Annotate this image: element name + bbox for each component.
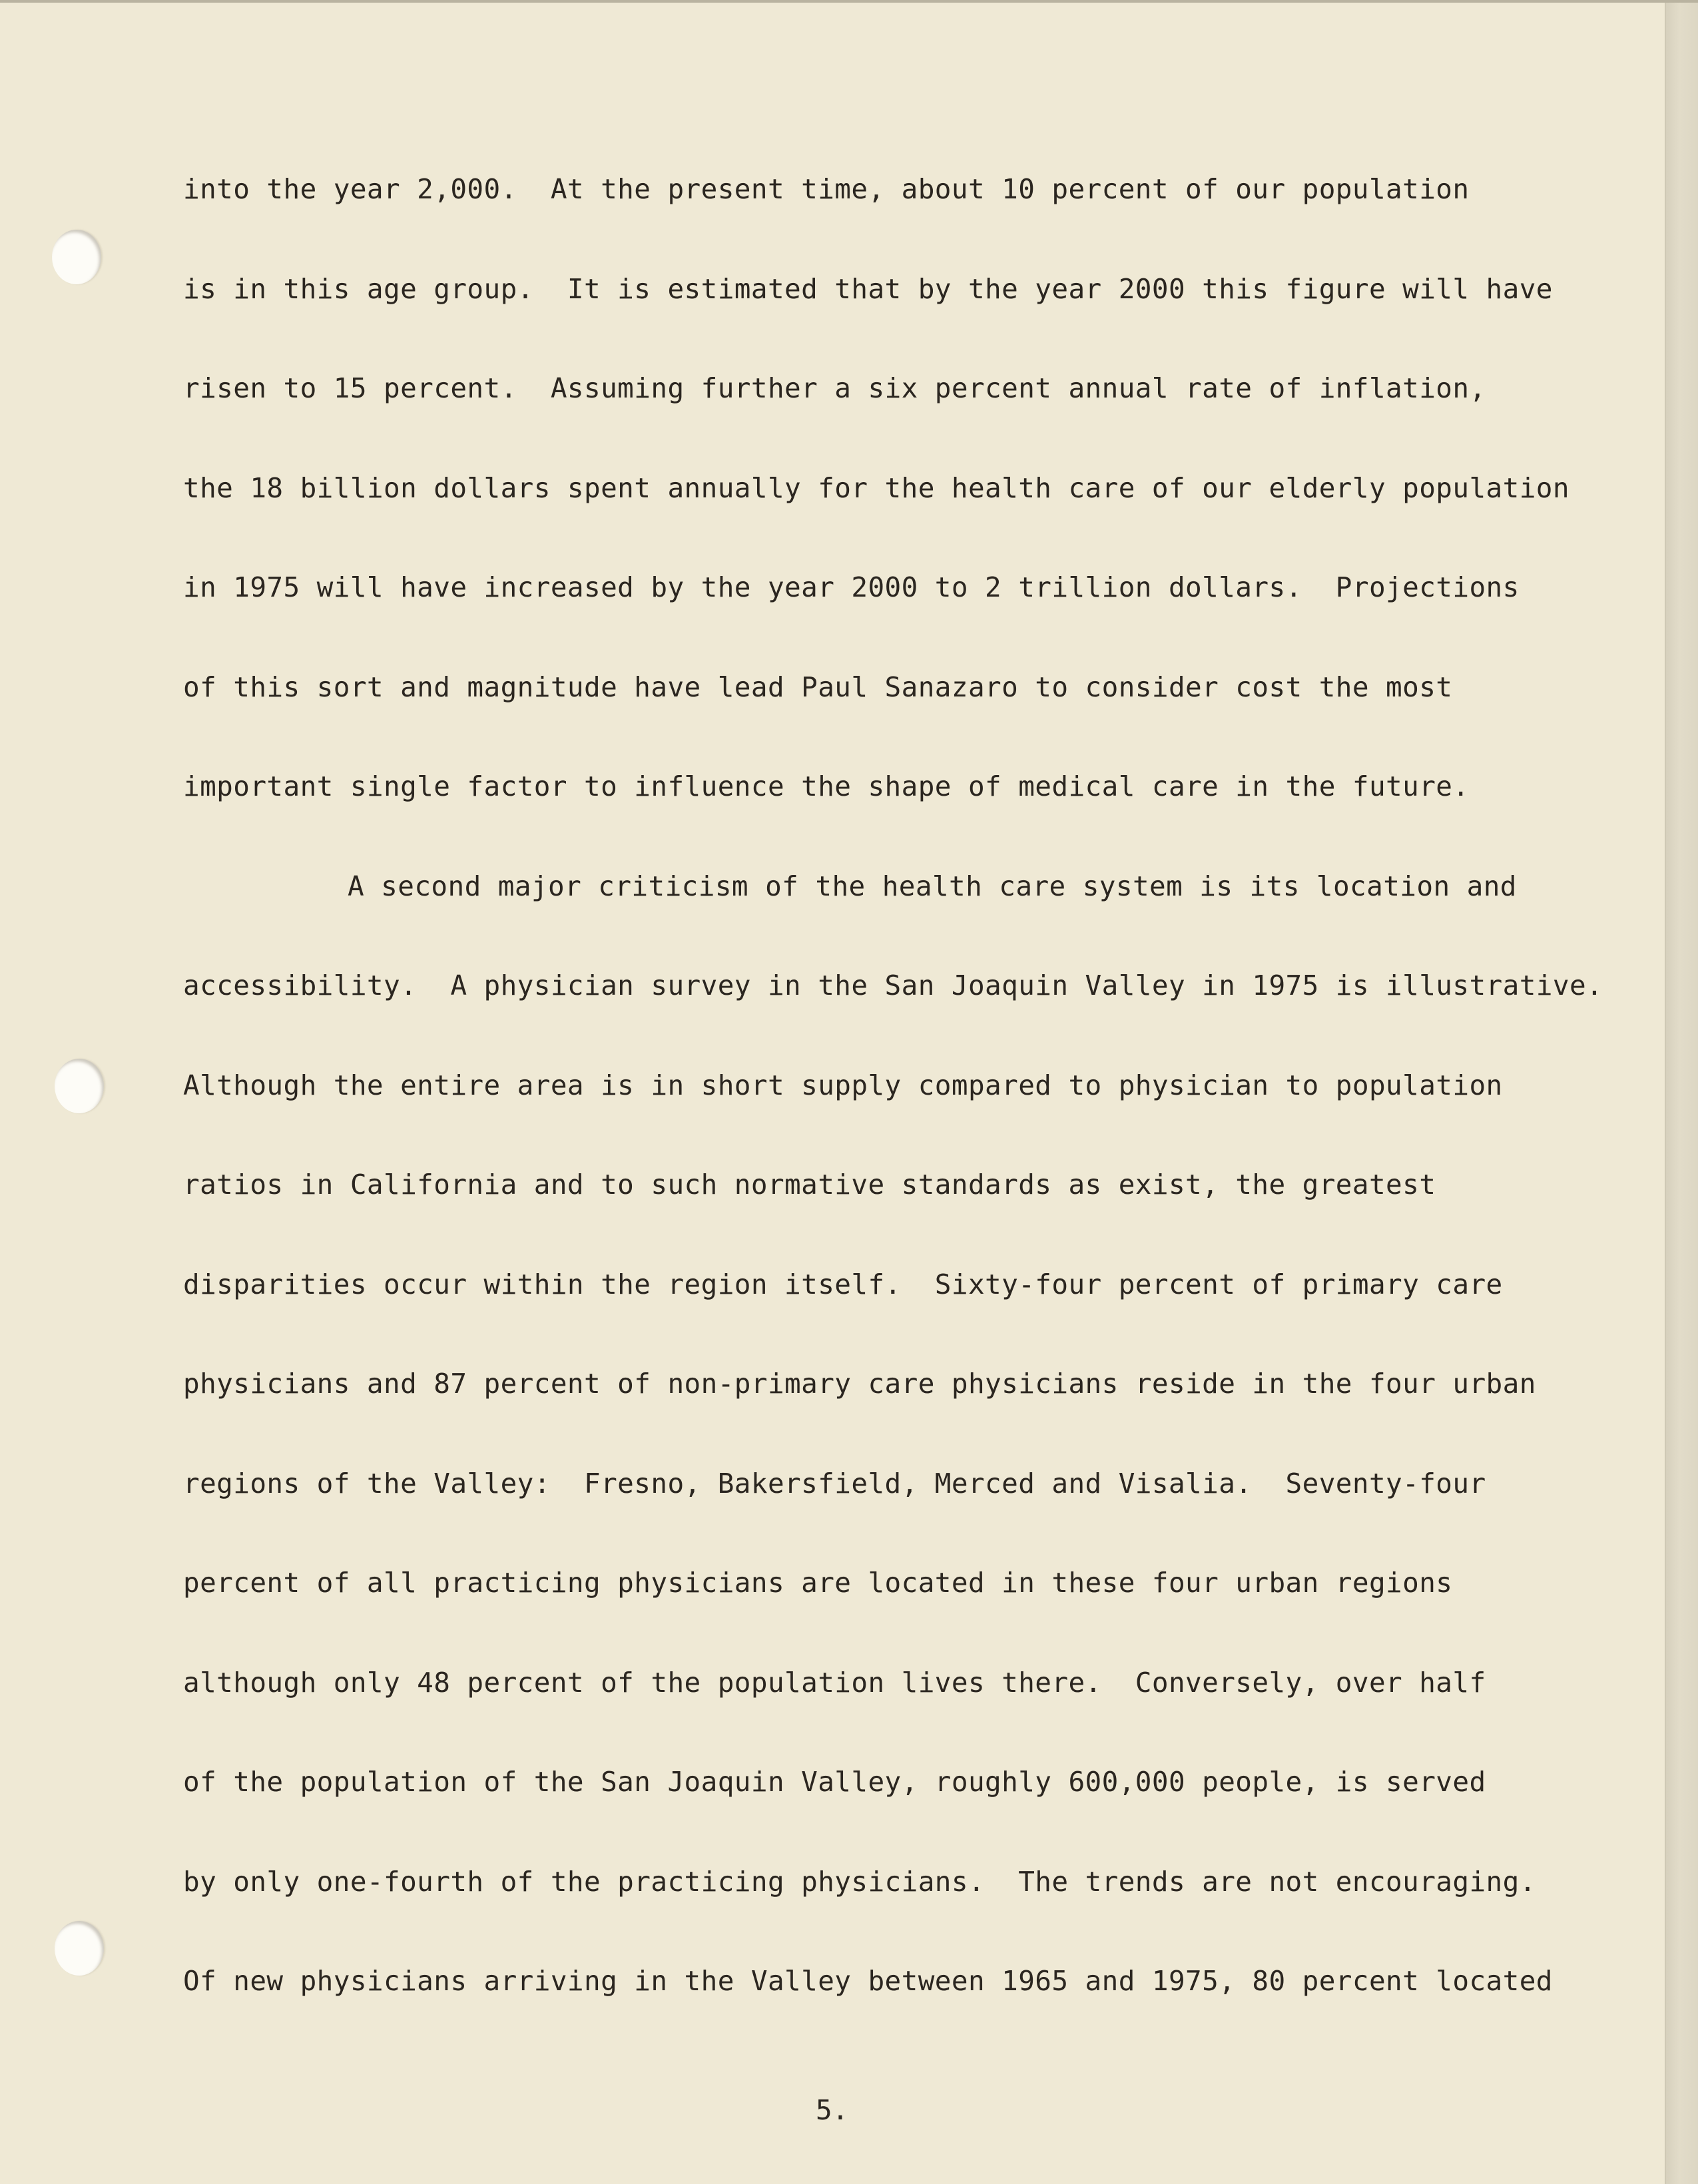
text-line: ratios in California and to such normative standards as exist, the greatest xyxy=(183,1169,1436,1201)
text-line: regions of the Valley: Fresno, Bakersfield, Merced and Visalia. Seventy-four xyxy=(183,1467,1486,1500)
text-line: in 1975 will have increased by the year 2000 to 2 trillion dollars. Projections xyxy=(183,571,1520,603)
text-line: is in this age group. It is estimated that by the year 2000 this figure will have xyxy=(183,272,1553,305)
binder-hole xyxy=(55,1921,104,1976)
text-line: of this sort and magnitude have lead Paul Sanazaro to consider cost the most xyxy=(183,671,1453,703)
body-text xyxy=(183,160,1648,2051)
text-line: risen to 15 percent. Assuming further a six percent annual rate of inflation, xyxy=(183,372,1486,404)
paragraph-start-line: A second major criticism of the health care system is its location and xyxy=(348,870,1517,902)
text-line: into the year 2,000. At the present time, about 10 percent of our population xyxy=(183,173,1470,205)
text-line: disparities occur within the region itself. Sixty-four percent of primary care xyxy=(183,1268,1503,1300)
text-line: physicians and 87 percent of non-primary care physicians reside in the four urban xyxy=(183,1368,1536,1400)
text-line: the 18 billion dollars spent annually for the health care of our elderly population xyxy=(183,471,1569,504)
text-line: accessibility. A physician survey in the San Joaquin Valley in 1975 is illustrative. xyxy=(183,969,1603,1001)
text-line: Of new physicians arriving in the Valley between 1965 and 1975, 80 percent located xyxy=(183,1965,1553,1997)
text-line: percent of all practicing physicians are located in these four urban regions xyxy=(183,1567,1453,1599)
page-edge xyxy=(1665,0,1698,2184)
text-line: by only one-fourth of the practicing physicians. The trends are not encouraging. xyxy=(183,1865,1536,1898)
binder-hole xyxy=(55,1059,104,1113)
text-line: important single factor to influence the shape of medical care in the future. xyxy=(183,770,1470,802)
text-line: Although the entire area is in short supply compared to physician to population xyxy=(183,1069,1503,1101)
page-number: 5. xyxy=(816,2094,849,2126)
scan-top-edge xyxy=(0,0,1698,3)
text-line: of the population of the San Joaquin Valley, roughly 600,000 people, is served xyxy=(183,1766,1486,1798)
text-line: although only 48 percent of the population lives there. Conversely, over half xyxy=(183,1666,1486,1699)
binder-hole xyxy=(52,230,101,284)
